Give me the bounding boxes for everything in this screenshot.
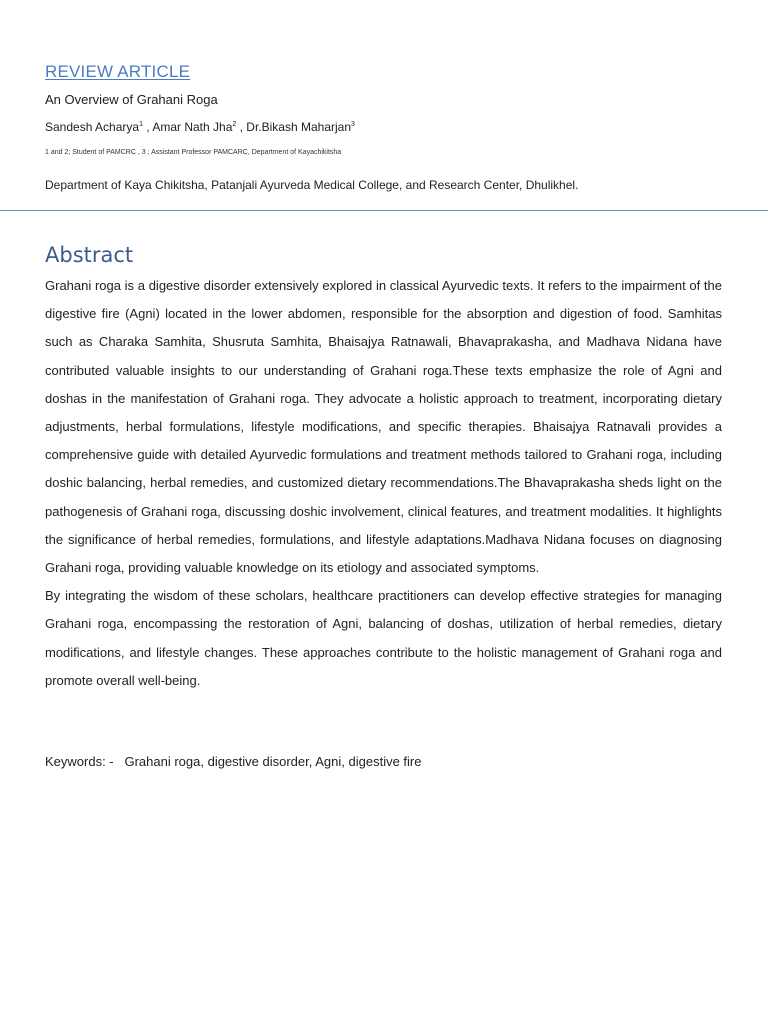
article-title: An Overview of Grahani Roga bbox=[45, 92, 218, 107]
author-affiliation-number: 2 bbox=[232, 121, 237, 128]
abstract-paragraph: By integrating the wisdom of these scholars, healthcare practitioners can develop effective strategies for managing Grahani roga, encompassing the restoration of Agni, balancing of doshas, utilization of herbal remedies, dietary modifications, and lifestyle changes. These approaches contribute to the holistic management of Grahani roga and promote overall well-being. bbox=[45, 588, 722, 688]
keywords-list: Grahani roga, digestive disorder, Agni, digestive fire bbox=[124, 754, 422, 769]
affiliation-note: 1 and 2; Student of PAMCRC , 3 ; Assistant Professor PAMCARC, Department of Kayachikitsha bbox=[45, 149, 342, 156]
author-name: Sandesh Acharya bbox=[45, 120, 140, 134]
author-affiliation-number: 1 bbox=[139, 121, 143, 128]
author-name: Dr.Bikash Maharjan bbox=[246, 120, 352, 134]
article-type-label: REVIEW ARTICLE bbox=[45, 62, 191, 81]
department-line: Department of Kaya Chikitsha, Patanjali Ayurveda Medical College, and Research Center, Dhulikhel. bbox=[45, 178, 579, 192]
author-affiliation-number: 3 bbox=[351, 121, 355, 128]
abstract-body bbox=[45, 272, 722, 695]
abstract-heading: Abstract bbox=[45, 243, 134, 267]
abstract-paragraph: Grahani roga is a digestive disorder extensively explored in classical Ayurvedic texts. It refers to the impairment of the digestive fire (Agni) located in the lower abdomen, responsible for the absorption and digestion of food. Samhitas such as Charaka Samhita, Shusruta Samhita, Bhaisajya Ratnawali, Bhavaprakasha, and Madhava Nidana have contributed valuable insights to our understanding of Grahani roga.These texts emphasize the role of Agni and doshas in the manifestation of Grahani roga. They advocate a holistic approach to treatment, incorporating dietary adjustments, herbal formulations, lifestyle modifications, and specific therapies. Bhaisajya Ratnavali provides a comprehensive guide with detailed Ayurvedic formulations and treatment methods tailored to Grahani roga, including doshic balancing, herbal remedies, and customized dietary recommendations.The Bhavaprakasha sheds light on the pathogenesis of Grahani roga, discussing doshic involvement, clinical features, and treatment modalities. It highlights the significance of herbal remedies, formulations, and lifestyle adaptations.Madhava Nidana focuses on diagnosing Grahani roga, providing valuable knowledge on its etiology and associated symptoms. bbox=[45, 278, 722, 576]
keywords-label: Keywords: - bbox=[45, 754, 114, 769]
author-name: Amar Nath Jha bbox=[152, 120, 233, 134]
keywords-line bbox=[45, 754, 722, 769]
author-list: Sandesh Acharya$^1$ , Amar Nath Jha$^2$ , Dr.Bikash Maharjan$^3$ bbox=[45, 120, 355, 134]
header-divider bbox=[0, 210, 768, 211]
